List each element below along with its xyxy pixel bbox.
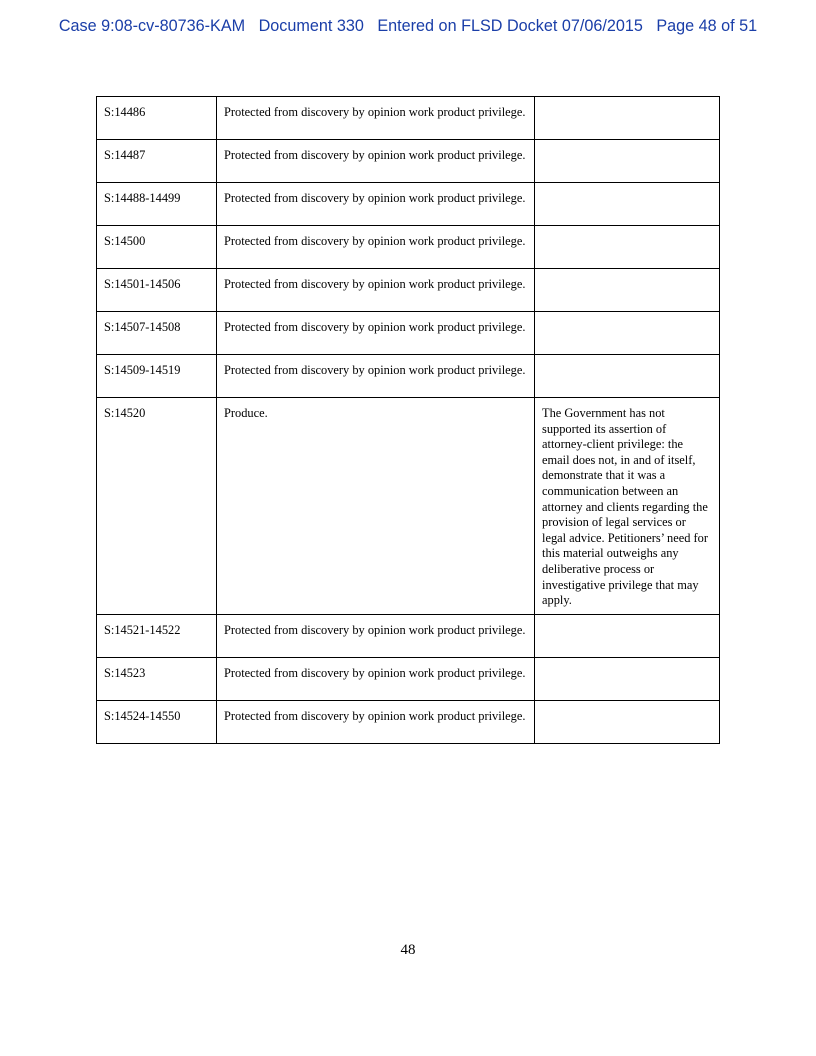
reason-cell [535, 355, 720, 398]
ruling-cell: Protected from discovery by opinion work product privilege. [217, 312, 535, 355]
table-row [97, 183, 720, 226]
bates-number-cell: S:14524-14550 [97, 700, 217, 743]
bates-number-cell: S:14487 [97, 140, 217, 183]
bates-number-cell: S:14521-14522 [97, 614, 217, 657]
table-row [97, 140, 720, 183]
table-row [97, 226, 720, 269]
ruling-cell: Protected from discovery by opinion work product privilege. [217, 226, 535, 269]
table-row [97, 312, 720, 355]
ruling-cell: Protected from discovery by opinion work product privilege. [217, 614, 535, 657]
ruling-cell: Protected from discovery by opinion work product privilege. [217, 355, 535, 398]
bates-number-cell: S:14486 [97, 97, 217, 140]
reason-cell [535, 183, 720, 226]
reason-cell: The Government has not supported its assertion of attorney-client privilege: the email does not, in and of itself, demonstrate that it was a communication between an attorney and clients regarding the provision of legal services or legal advice. Petitioners’ need for this material outweighs any deliberative process or investigative privilege that may apply. [535, 398, 720, 615]
ruling-cell: Protected from discovery by opinion work product privilege. [217, 140, 535, 183]
ruling-cell: Protected from discovery by opinion work product privilege. [217, 269, 535, 312]
page-number: 48 [400, 942, 416, 958]
table-row [97, 97, 720, 140]
reason-cell [535, 700, 720, 743]
table-row [97, 398, 720, 615]
table-row [97, 614, 720, 657]
reason-cell [535, 312, 720, 355]
reason-cell [535, 657, 720, 700]
table-row [97, 355, 720, 398]
reason-cell [535, 140, 720, 183]
table-row [97, 269, 720, 312]
privilege-ruling-table [96, 96, 720, 744]
ruling-cell: Protected from discovery by opinion work product privilege. [217, 183, 535, 226]
bates-number-cell: S:14509-14519 [97, 355, 217, 398]
bates-number-cell: S:14507-14508 [97, 312, 217, 355]
filing-header: Case 9:08-cv-80736-KAM Document 330 Entered on FLSD Docket 07/06/2015 Page 48 of 51 [58, 17, 758, 35]
table-row [97, 700, 720, 743]
bates-number-cell: S:14501-14506 [97, 269, 217, 312]
ruling-cell: Protected from discovery by opinion work product privilege. [217, 700, 535, 743]
bates-number-cell: S:14500 [97, 226, 217, 269]
ruling-cell: Produce. [217, 398, 535, 615]
ruling-cell: Protected from discovery by opinion work product privilege. [217, 657, 535, 700]
reason-cell [535, 226, 720, 269]
bates-number-cell: S:14488-14499 [97, 183, 217, 226]
bates-number-cell: S:14520 [97, 398, 217, 615]
ruling-cell: Protected from discovery by opinion work product privilege. [217, 97, 535, 140]
bates-number-cell: S:14523 [97, 657, 217, 700]
reason-cell [535, 269, 720, 312]
table-row [97, 657, 720, 700]
reason-cell [535, 614, 720, 657]
reason-cell [535, 97, 720, 140]
